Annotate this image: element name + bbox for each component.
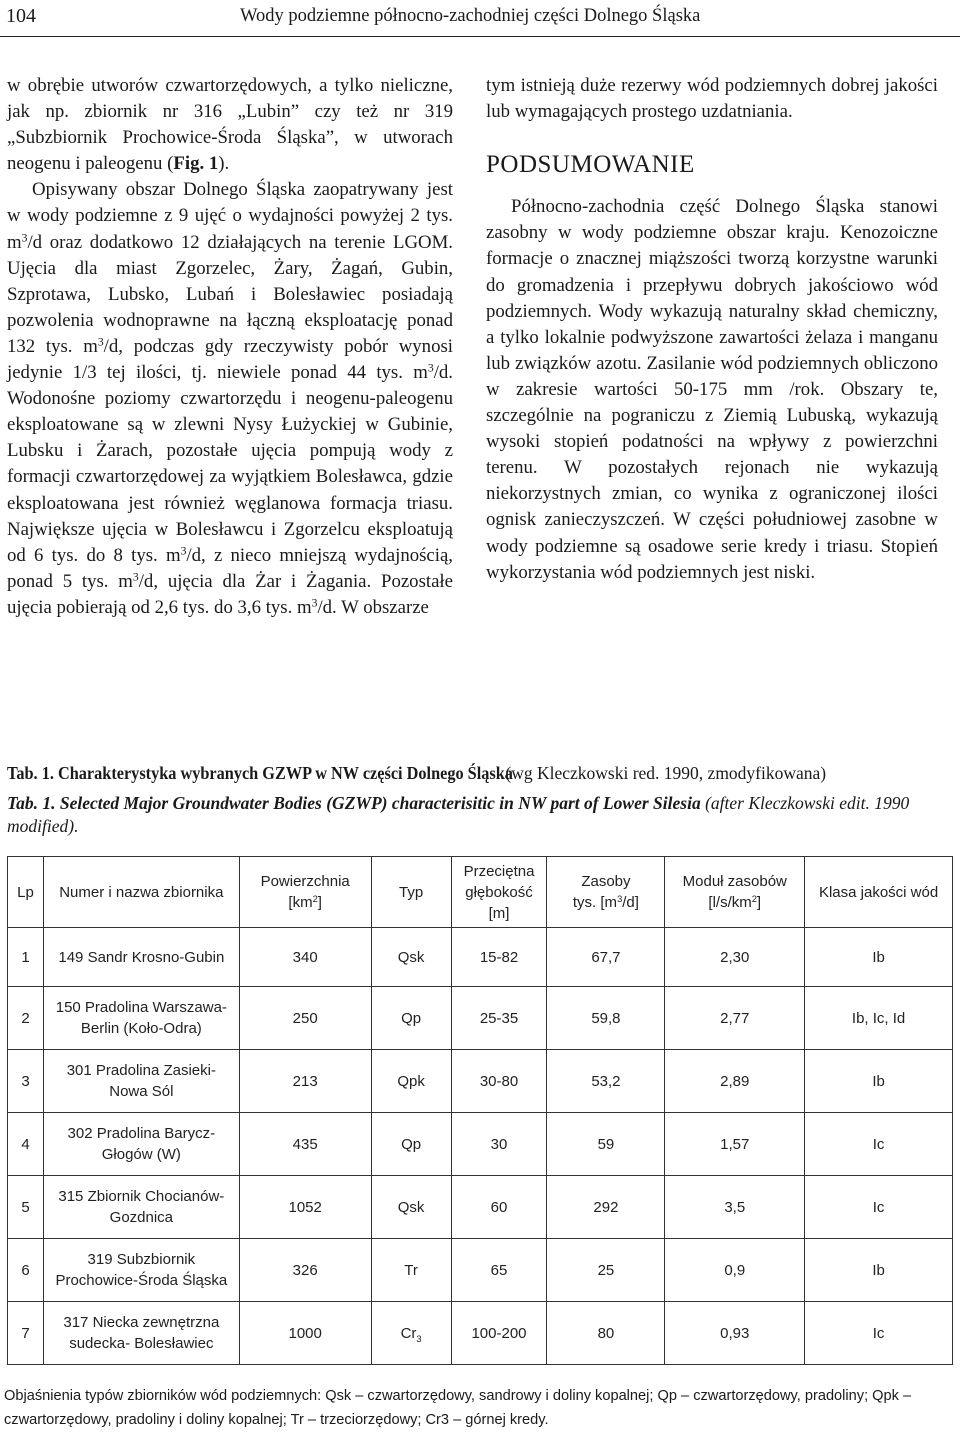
table-row xyxy=(8,928,953,987)
cell-lp: 7 xyxy=(8,1302,44,1365)
header-text: [km xyxy=(288,894,313,911)
left-paragraph-2 xyxy=(7,177,453,621)
cell-module: 0,93 xyxy=(665,1302,805,1365)
superscript: 3 xyxy=(180,544,187,558)
cell-resources: 53,2 xyxy=(547,1050,665,1113)
left-paragraph-1 xyxy=(7,73,453,177)
cell-lp: 2 xyxy=(8,987,44,1050)
cell-resources: 59,8 xyxy=(547,987,665,1050)
superscript: 3 xyxy=(617,893,623,904)
cell-resources: 59 xyxy=(547,1113,665,1176)
header-module xyxy=(665,857,805,928)
type-code: Qpk xyxy=(397,1072,425,1090)
table-row xyxy=(8,1239,953,1302)
right-paragraph-2: Północno-zachodnia część Dolnego Śląska stanowi zasobny w wody podziemne obszar kraju. Kenozoiczne formacje o znacznej miąższości tworzą korzystne warunki do gromadzenia i przepływu dobrych jakościowo wód podziemnych. Wody wykazują naturalny skład chemiczny, a tylko lokalnie podwyższone zawartości żelaza i manganu lub związków azotu. Zasilanie wód podziemnych obliczono w zakresie wartości 50-175 mm /rok. Obszary te, szczególnie na pograniczu z Ziemią Lubuską, wykazują wysoki stopień podatności na wpływy z powierzchni terenu. W pozostałych rejonach nie wykazują niekorzystnych zmian, co wynika z ograniczonej ilości ognisk zanieczyszczeń. W części południowej zasobne w wody podziemne są osadowe serie kredy i triasu. Stopień wykorzystania wód podziemnych jest niski. xyxy=(486,196,938,583)
cell-quality: Ic xyxy=(805,1113,953,1176)
table-caption-polish xyxy=(7,762,957,785)
cell-type xyxy=(371,1050,451,1113)
cell-area: 435 xyxy=(239,1113,371,1176)
header-type: Typ xyxy=(371,857,451,928)
header-area xyxy=(239,857,371,928)
right-paragraph-1: tym istnieją duże rezerwy wód podziemnych dobrej jakości lub wymagających prostego uzdatniania. xyxy=(486,75,938,123)
cell-type xyxy=(371,987,451,1050)
text-run: Opisywany obszar Dolnego Śląska zaopatrywany jest w wody podziemne z 9 ujęć o wydajności powyżej 2 tys. m xyxy=(7,179,453,253)
cell-name: 302 Pradolina Barycz-Głogów (W) xyxy=(43,1113,239,1176)
cell-name: 319 Subzbiornik Prochowice-Środa Śląska xyxy=(43,1239,239,1302)
header-lp: Lp xyxy=(8,857,44,928)
cell-lp: 4 xyxy=(8,1113,44,1176)
cell-name: 317 Niecka zewnętrzna sudecka- Bolesławiec xyxy=(43,1302,239,1365)
cell-quality: Ib xyxy=(805,928,953,987)
caption-title: Tab. 1. Selected Major Groundwater Bodies (GZWP) characterisitic in NW part of Lower Silesia xyxy=(7,793,701,813)
cell-module: 2,30 xyxy=(665,928,805,987)
header-quality: Klasa jakości wód xyxy=(805,857,953,928)
header-resources xyxy=(547,857,665,928)
header-text: tys. [m xyxy=(572,894,618,911)
type-code: Cr xyxy=(400,1324,417,1342)
superscript: 2 xyxy=(751,893,757,904)
cell-type xyxy=(371,1176,451,1239)
cell-resources: 80 xyxy=(547,1302,665,1365)
cell-module: 1,57 xyxy=(665,1113,805,1176)
cell-type xyxy=(371,1113,451,1176)
cell-quality: Ib xyxy=(805,1239,953,1302)
page-number: 104 xyxy=(6,5,36,27)
text-run: /d oraz dodatkowo 12 działających na terenie LGOM. Ujęcia dla miast Zgorzelec, Żary, Żagań, Gubin, Szprotawa, Lubsko, Lubań i Bolesławiec posiadają pozwolenia wodnoprawne na łączną eksploatację ponad 132 tys. m xyxy=(7,231,453,357)
type-code: Qp xyxy=(401,1009,422,1027)
section-heading: PODSUMOWANIE xyxy=(486,151,695,179)
cell-lp: 1 xyxy=(8,928,44,987)
cell-depth: 25-35 xyxy=(451,987,547,1050)
cell-area: 326 xyxy=(239,1239,371,1302)
cell-area: 340 xyxy=(239,928,371,987)
caption-source: (wg Kleczkowski red. 1990, zmodyfikowana) xyxy=(501,763,827,783)
header-text: Moduł zasobów [l/s/km xyxy=(682,873,787,911)
superscript: 3 xyxy=(97,335,104,349)
header-rule xyxy=(0,36,960,37)
cell-lp: 5 xyxy=(8,1176,44,1239)
header-name: Numer i nazwa zbiornika xyxy=(43,857,239,928)
cell-resources: 25 xyxy=(547,1239,665,1302)
header-text: ] xyxy=(317,894,322,911)
cell-module: 0,9 xyxy=(665,1239,805,1302)
cell-lp: 6 xyxy=(8,1239,44,1302)
text-run: /d, podczas gdy rzeczywisty pobór wynosi jedynie 1/3 tej ilości, tj. niewiele ponad 44 tys. m xyxy=(7,335,453,384)
text-run: /d, z nieco mniejszą wydajnością, ponad 5 tys. m xyxy=(7,544,453,592)
superscript: 3 xyxy=(132,570,139,584)
superscript: 2 xyxy=(312,893,318,904)
cell-type xyxy=(371,1302,451,1365)
table-row xyxy=(8,1113,953,1176)
superscript: 3 xyxy=(427,361,434,375)
cell-depth: 30 xyxy=(451,1113,547,1176)
cell-name: 150 Pradolina Warszawa- Berlin (Koło-Odra) xyxy=(43,987,239,1050)
cell-depth: 60 xyxy=(451,1176,547,1239)
cell-type xyxy=(371,1239,451,1302)
table-row xyxy=(8,1050,953,1113)
caption-title: Tab. 1. Charakterystyka wybranych GZWP w NW części Dolnego Śląska xyxy=(7,763,513,783)
page-header xyxy=(0,0,960,38)
cell-quality: Ib, Ic, Id xyxy=(805,987,953,1050)
left-column xyxy=(7,73,453,621)
cell-name: 149 Sandr Krosno-Gubin xyxy=(43,928,239,987)
cell-depth: 30-80 xyxy=(451,1050,547,1113)
cell-area: 250 xyxy=(239,987,371,1050)
text-run: /d. Wodonośne poziomy czwartorzędu i neogenu-paleogenu eksploatowane są w zlewni Nysy Łużyckiej w Gubinie, Lubsku i Żarach, pozostałe ujęcia pompują wody z formacji czwartorzędowej za wyjątkiem Bolesławca, gdzie eksploatowana jest również węglanowa formacja triasu. Największe ujęcia w Bolesławcu i Zgorzelcu eksploatują od 6 tys. do 8 tys. m xyxy=(7,362,453,566)
type-code: Tr xyxy=(404,1261,418,1279)
cell-name: 315 Zbiornik Chocianów-Gozdnica xyxy=(43,1176,239,1239)
caption-source: (after Kleczkowski edit. 1990 modified). xyxy=(7,793,910,836)
cell-depth: 15-82 xyxy=(451,928,547,987)
cell-area: 1052 xyxy=(239,1176,371,1239)
cell-module: 2,89 xyxy=(665,1050,805,1113)
superscript: 3 xyxy=(311,596,318,610)
table-header-row xyxy=(8,857,953,928)
header-text: Zasoby xyxy=(581,873,631,890)
cell-depth: 65 xyxy=(451,1239,547,1302)
cell-type xyxy=(371,928,451,987)
table-row xyxy=(8,1176,953,1239)
header-depth: Przeciętna głębokość [m] xyxy=(451,857,547,928)
type-code: Qsk xyxy=(397,948,425,966)
cell-name: 301 Pradolina Zasieki-Nowa Sól xyxy=(43,1050,239,1113)
type-code: Qp xyxy=(401,1135,422,1153)
gzwp-table xyxy=(7,856,953,1365)
running-title: Wody podziemne północno-zachodniej części Dolnego Śląska xyxy=(240,6,701,26)
table-row xyxy=(8,987,953,1050)
cell-lp: 3 xyxy=(8,1050,44,1113)
text-run: /d, ujęcia dla Żar i Żagania. Pozostałe ujęcia pobierają od 2,6 tys. do 3,6 tys. m xyxy=(7,570,453,618)
table-caption-english xyxy=(7,792,957,838)
text-run: w obrębie utworów czwartorzędowych, a tylko nieliczne, jak np. zbiornik nr 316 „Lubin” czy też nr 319 „Subzbiornik Prochowice-Środa Śląska”, w utworach neogenu i paleogenu ( xyxy=(7,75,453,175)
cell-depth: 100-200 xyxy=(451,1302,547,1365)
figure-reference: Fig. 1 xyxy=(173,153,219,175)
text-run: ). xyxy=(218,153,230,175)
cell-module: 3,5 xyxy=(665,1176,805,1239)
cell-resources: 67,7 xyxy=(547,928,665,987)
table-footnote: Objaśnienia typów zbiorników wód podziemnych: Qsk – czwartorzędowy, sandrowy i doliny kopalnej; Qp – czwartorzędowy, pradoliny; Qpk – czwartorzędowy, pradoliny i doliny kopalnej; Tr – trzeciorzędowy; Cr3 – górnej kredy. xyxy=(4,1388,912,1428)
right-column xyxy=(486,73,938,586)
superscript: 3 xyxy=(21,231,28,245)
header-text: ] xyxy=(756,894,762,911)
table-row xyxy=(8,1302,953,1365)
header-text: Powierzchnia xyxy=(260,873,350,890)
cell-area: 213 xyxy=(239,1050,371,1113)
text-run: /d. W obszarze xyxy=(317,596,429,618)
subscript: 3 xyxy=(416,1333,422,1344)
cell-quality: Ic xyxy=(805,1302,953,1365)
cell-quality: Ib xyxy=(805,1050,953,1113)
cell-resources: 292 xyxy=(547,1176,665,1239)
header-text: /d] xyxy=(622,894,639,911)
type-code: Qsk xyxy=(397,1198,425,1216)
cell-module: 2,77 xyxy=(665,987,805,1050)
cell-area: 1000 xyxy=(239,1302,371,1365)
cell-quality: Ic xyxy=(805,1176,953,1239)
